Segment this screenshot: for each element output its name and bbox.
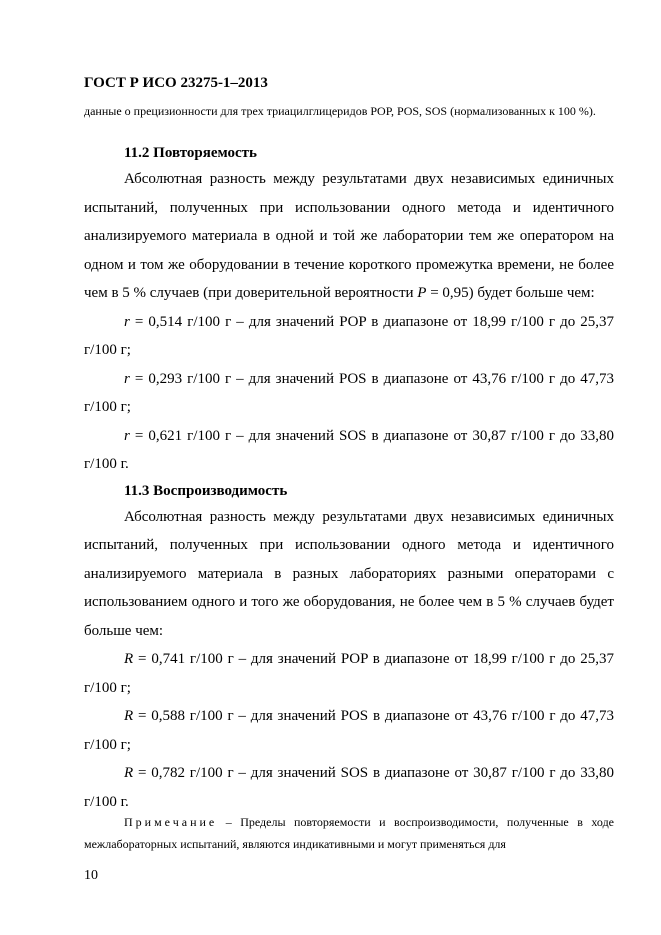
repeatability-formula-sos: r = 0,621 г/100 г – для значений SOS в диапазоне от 30,87 г/100 г до 33,80 г/100 г. (84, 427, 615, 472)
reproducibility-formula-pop: R = 0,741 г/100 г – для значений POP в диапазоне от 18,99 г/100 г до 25,37 г/100 г; (84, 651, 614, 696)
note-block (84, 811, 614, 855)
repeatability-formula-pop: r = 0,514 г/100 г – для значений POP в диапазоне от 18,99 г/100 г до 25,37 г/100 г; (84, 313, 615, 358)
reproducibility-formula-sos: R = 0,782 г/100 г – для значений SOS в диапазоне от 30,87 г/100 г до 33,80 г/100 г. (84, 765, 614, 810)
reproducibility-formula-pos: R = 0,588 г/100 г – для значений POS в диапазоне от 43,76 г/100 г до 47,73 г/100 г; (84, 708, 614, 753)
reproducibility-paragraph: Абсолютная разность между результатами двух независимых единичных испытаний, полученных при использовании одного метода и идентичного анализируемого материала в разных лабораториях разными операторами с использованием одного и того же оборудования, не более чем в 5 % случаев будет больше чем: (84, 508, 614, 639)
note-text: – Пределы повторяемости и воспроизводимости, полученные в ходе межлабораторных испытаний, являются индикативными и могут применяться для (84, 815, 614, 851)
document-header: ГОСТ Р ИСО 23275-1–2013 (84, 75, 268, 91)
page-number: 10 (84, 868, 98, 883)
section-title-reproducibility: 11.3 Воспроизводимость (124, 482, 288, 499)
section-title-repeatability: 11.2 Повторяемость (124, 145, 257, 161)
intro-text: данные о прецизионности для трех триацилглицеридов POP, POS, SOS (нормализованных к 100 %). (84, 104, 596, 118)
main-content (84, 141, 614, 816)
note-label: Примечание (124, 815, 218, 829)
repeatability-formula-pos: r = 0,293 г/100 г – для значений POS в диапазоне от 43,76 г/100 г до 47,73 г/100 г; (84, 370, 615, 415)
repeatability-paragraph: Абсолютная разность между результатами двух независимых единичных испытаний, полученных при использовании одного метода и идентичного анализируемого материала в одной и той же лаборатории тем же оператором на одном и том же оборудовании в течение короткого промежутка времени, не более чем в 5 % случаев (при доверительной вероятности P = 0,95) будет больше чем: (84, 171, 614, 301)
